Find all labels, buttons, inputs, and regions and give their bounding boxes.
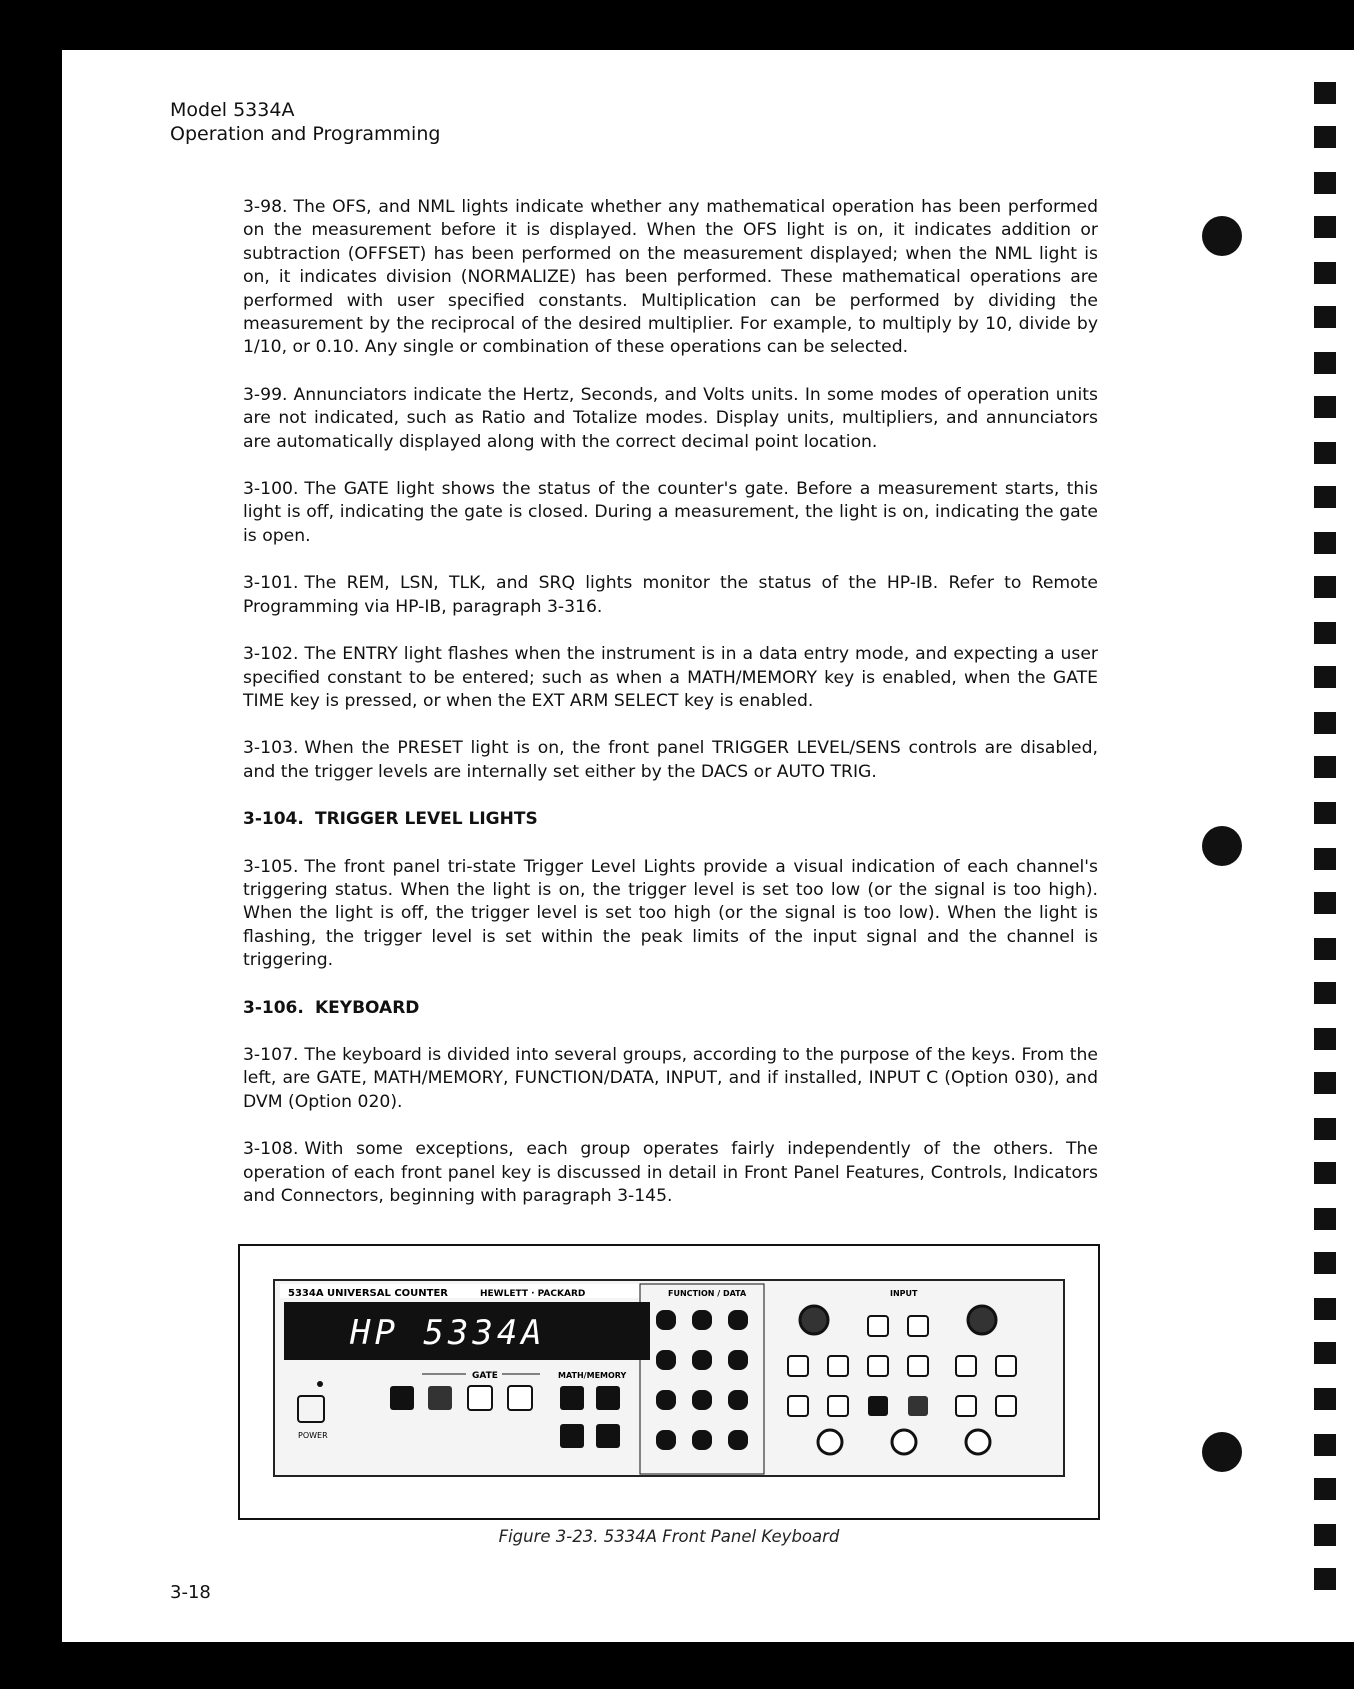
binder-tab xyxy=(1314,666,1336,688)
binder-tab xyxy=(1314,532,1336,554)
paragraph-3-105: 3-105. The front panel tri-state Trigger Level Lights provide a visual indication of each channel's triggering status. When the light is on, the trigger level is set too low (or the signal is too high). When the light is off, the trigger level is set too high (or the signal is too low). When the light is flashing, the trigger level is set within the peak limits of the input signal and the channel is triggering. xyxy=(243,856,1098,971)
paragraph-3-101: 3-101. The REM, LSN, TLK, and SRQ lights monitor the status of the HP-IB. Refer to Remote Programming via HP-IB, paragraph 3-316. xyxy=(243,573,1098,617)
binder-tabs xyxy=(1294,50,1354,1642)
binder-tab xyxy=(1314,892,1336,914)
model-title: Model 5334A xyxy=(170,99,295,121)
binder-tab xyxy=(1314,1568,1336,1590)
paragraph-3-102: 3-102. The ENTRY light flashes when the instrument is in a data entry mode, and expecting a user specified constant to be entered; such as when a MATH/MEMORY key is enabled, when the GATE TIME key is pressed, or when the EXT ARM SELECT key is enabled. xyxy=(243,644,1098,711)
binder-tab xyxy=(1314,172,1336,194)
binder-tab xyxy=(1314,1478,1336,1500)
binder-tab xyxy=(1314,486,1336,508)
binder-tab xyxy=(1314,306,1336,328)
front-panel-illustration xyxy=(240,1246,1098,1518)
binder-tab xyxy=(1314,1524,1336,1546)
binder-hole xyxy=(1202,826,1242,866)
binder-tab xyxy=(1314,622,1336,644)
binder-tab xyxy=(1314,1388,1336,1410)
binder-tab xyxy=(1314,938,1336,960)
paragraph-3-99: 3-99. Annunciators indicate the Hertz, Seconds, and Volts units. In some modes of operation units are not indicated, such as Ratio and Totalize modes. Display units, multipliers, and annunciators are automatically displayed along with the correct decimal point location. xyxy=(243,384,1098,452)
paragraph-3-107: 3-107. The keyboard is divided into several groups, according to the purpose of the keys. From the left, are GATE, MATH/MEMORY, FUNCTION/DATA, INPUT, and if installed, INPUT C (Option 030), and DVM (Option 020). xyxy=(243,1044,1098,1112)
binder-tab xyxy=(1314,1028,1336,1050)
binder-tab xyxy=(1314,1208,1336,1230)
panel-brand: HEWLETT · PACKARD xyxy=(480,1289,586,1299)
binder-tab xyxy=(1314,1162,1336,1184)
binder-tab xyxy=(1314,802,1336,824)
math-group-label: MATH/MEMORY xyxy=(558,1371,627,1380)
binder-hole xyxy=(1202,216,1242,256)
display-readout: HP 5334A xyxy=(350,1313,546,1353)
front-panel-figure xyxy=(238,1244,1100,1520)
binder-tab xyxy=(1314,756,1336,778)
binder-tab xyxy=(1314,126,1336,148)
paragraph-3-98: 3-98. The OFS, and NML lights indicate whether any mathematical operation has been performed on the measurement before it is displayed. When the OFS light is on, it indicates addition or subtraction (OFFSET) has been performed on the measurement displayed; when the NML light is on, it indicates division (NORMALIZE) has been performed. These mathematical operations are performed with user specified constants. Multiplication can be performed by dividing the measurement by the reciprocal of the desired multiplier. For example, to multiply by 10, divide by 1/10, or 0.10. Any single or combination of these operations can be selected. xyxy=(243,197,1098,358)
binder-hole xyxy=(1202,1432,1242,1472)
binder-tab xyxy=(1314,442,1336,464)
page-number: 3-18 xyxy=(170,1582,211,1603)
binder-tab xyxy=(1314,82,1336,104)
binder-tab xyxy=(1314,1072,1336,1094)
figure-caption: Figure 3-23. 5334A Front Panel Keyboard xyxy=(498,1527,840,1546)
power-label: POWER xyxy=(298,1431,328,1440)
body-text xyxy=(243,196,1098,1232)
binder-tab xyxy=(1314,1298,1336,1320)
panel-title: 5334A UNIVERSAL COUNTER xyxy=(288,1288,449,1299)
section-title: Operation and Programming xyxy=(170,123,441,145)
binder-tab xyxy=(1314,848,1336,870)
gate-group-label: GATE xyxy=(472,1371,498,1381)
binder-tab xyxy=(1314,712,1336,734)
function-group-label: FUNCTION / DATA xyxy=(668,1289,747,1298)
input-group-label: INPUT xyxy=(890,1289,918,1298)
binder-tab xyxy=(1314,1434,1336,1456)
binder-tab xyxy=(1314,1252,1336,1274)
running-head xyxy=(170,98,440,146)
paragraph-3-103: 3-103. When the PRESET light is on, the front panel TRIGGER LEVEL/SENS controls are disabled, and the trigger levels are internally set either by the DACS or AUTO TRIG. xyxy=(243,738,1098,782)
binder-tab xyxy=(1314,576,1336,598)
binder-tab xyxy=(1314,262,1336,284)
binder-tab xyxy=(1314,1118,1336,1140)
binder-tab xyxy=(1314,352,1336,374)
document-page xyxy=(62,50,1354,1642)
binder-tab xyxy=(1314,1342,1336,1364)
paragraph-3-108: 3-108. With some exceptions, each group operates fairly independently of the others. The operation of each front panel key is discussed in detail in Front Panel Features, Controls, Indicators and Connectors, beginning with paragraph 3-145. xyxy=(243,1139,1098,1206)
heading-keyboard: 3-106. KEYBOARD xyxy=(243,997,420,1018)
paragraph-3-100: 3-100. The GATE light shows the status of the counter's gate. Before a measurement starts, this light is off, indicating the gate is closed. During a measurement, the light is on, indicating the gate is open. xyxy=(243,479,1098,546)
binder-tab xyxy=(1314,982,1336,1004)
binder-tab xyxy=(1314,396,1336,418)
binder-tab xyxy=(1314,216,1336,238)
heading-trigger-level-lights: 3-104. TRIGGER LEVEL LIGHTS xyxy=(243,809,538,830)
